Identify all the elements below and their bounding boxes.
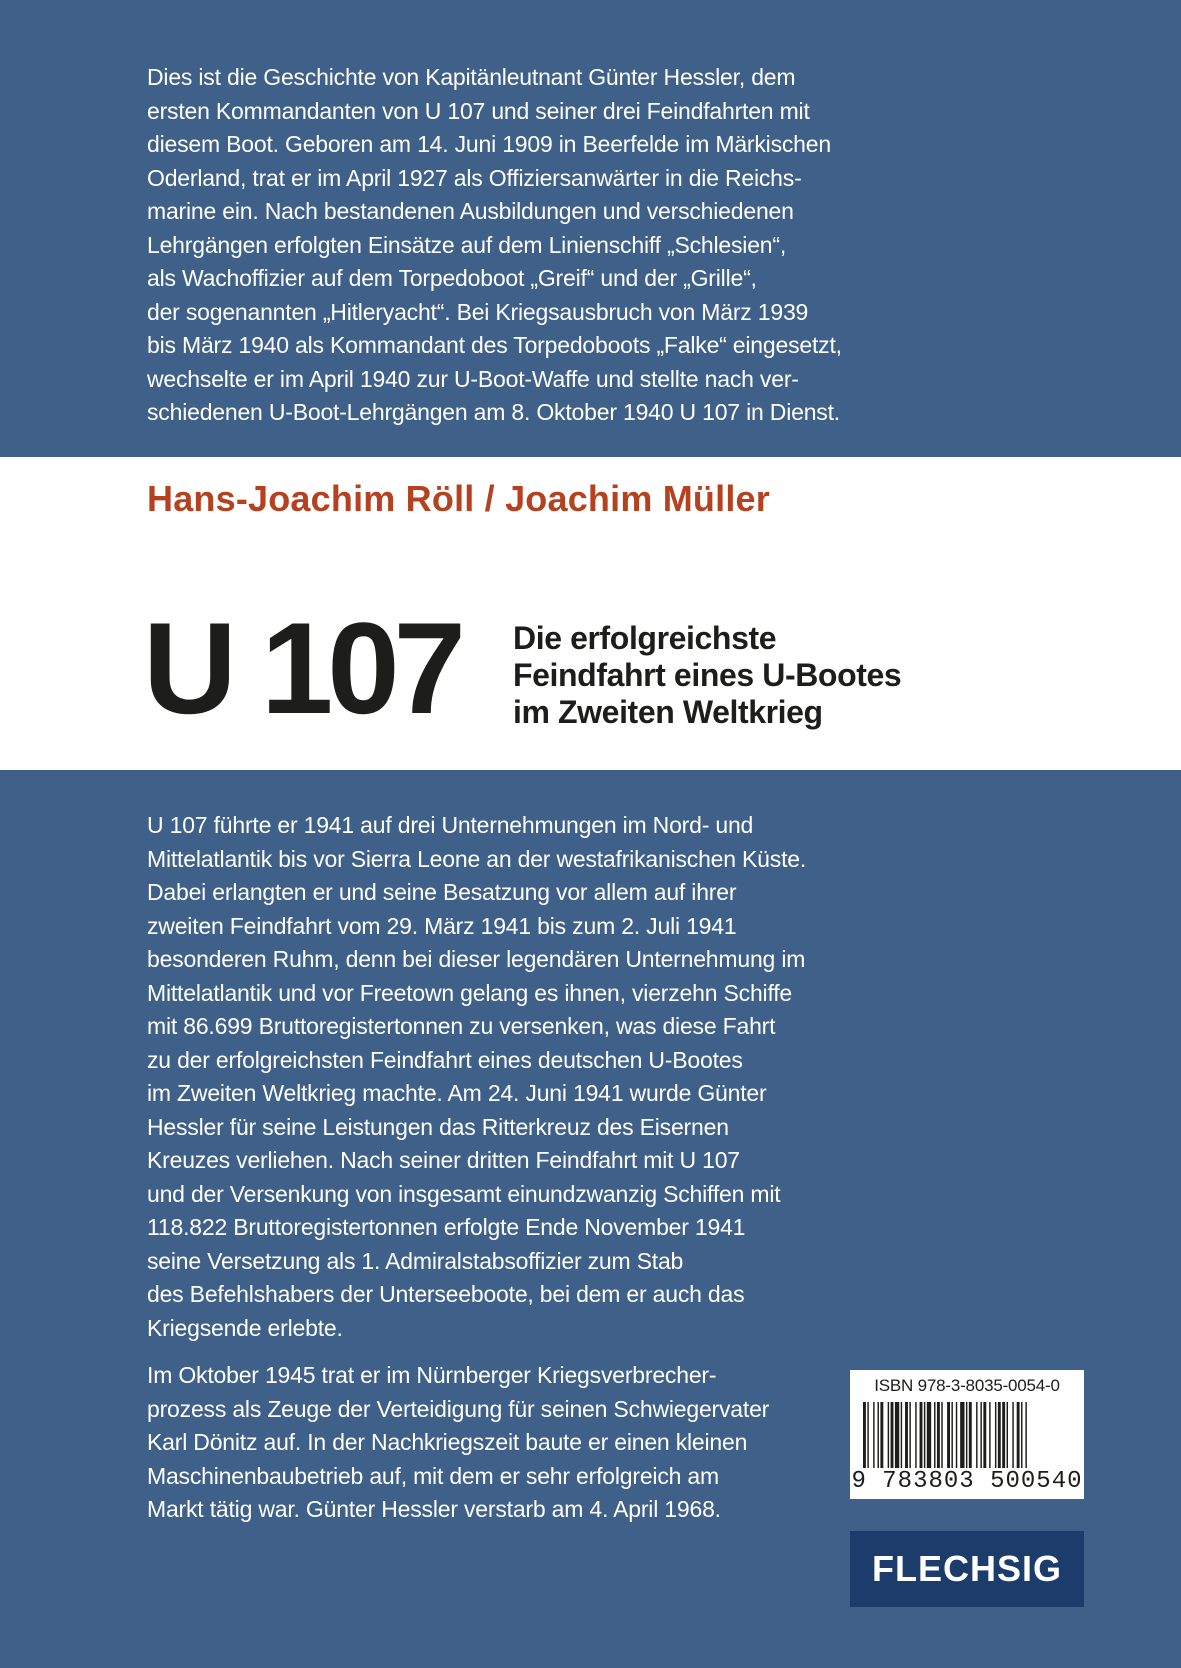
book-subtitle xyxy=(513,620,901,731)
text-line: Im Oktober 1945 trat er im Nürnberger Kriegsverbrecher- xyxy=(147,1362,717,1388)
text-line: seine Versetzung als 1. Admiralstabsoffizier zum Stab xyxy=(147,1247,684,1274)
top-blurb xyxy=(147,61,842,430)
isbn-digits: 9 783803 500540 xyxy=(851,1468,1083,1495)
text-line: prozess als Zeuge der Verteidigung für seinen Schwiegervater xyxy=(147,1395,770,1422)
text-line: ersten Kommandanten von U 107 und seiner drei Feindfahrten mit xyxy=(147,97,810,124)
text-line: Feindfahrt eines U-Bootes xyxy=(513,657,902,693)
text-line: bis März 1940 als Kommandant des Torpedoboots „Falke“ eingesetzt, xyxy=(147,332,842,358)
text-line: im Zweiten Weltkrieg xyxy=(513,694,823,730)
text-line: Maschinenbaubetrieb auf, mit dem er sehr erfolgreich am xyxy=(147,1462,719,1489)
text-line: Mittelatlantik bis vor Sierra Leone an der westafrikanischen Küste. xyxy=(147,845,807,872)
text-line: mit 86.699 Bruttoregistertonnen zu versenken, was diese Fahrt xyxy=(147,1013,776,1039)
publisher-logo: FLECHSIG xyxy=(850,1531,1084,1607)
text-line: Die erfolgreichste xyxy=(513,620,777,656)
text-line: im Zweiten Weltkrieg machte. Am 24. Juni 1941 wurde Günter xyxy=(147,1080,767,1106)
text-line: als Wachoffizier auf dem Torpedoboot „Greif“ und der „Grille“, xyxy=(147,265,757,291)
text-line: zweiten Feindfahrt vom 29. März 1941 bis zum 2. Juli 1941 xyxy=(147,912,737,939)
text-line: marine ein. Nach bestandenen Ausbildungen und verschiedenen xyxy=(147,198,794,224)
text-line: des Befehlshabers der Unterseeboote, bei dem er auch das xyxy=(147,1281,745,1307)
text-line: der sogenannten „Hitleryacht“. Bei Kriegsausbruch von März 1939 xyxy=(147,298,809,325)
text-line: 118.822 Bruttoregistertonnen erfolgte Ende November 1941 xyxy=(147,1214,746,1240)
text-line: Markt tätig war. Günter Hessler verstarb am 4. April 1968. xyxy=(147,1496,721,1522)
book-title: U 107 xyxy=(143,595,460,741)
text-line: Oderland, trat er im April 1927 als Offiziersanwärter in die Reichs- xyxy=(147,164,802,191)
text-line: Dies ist die Geschichte von Kapitänleutnant Günter Hessler, dem xyxy=(147,64,796,90)
text-line: zu der erfolgreichsten Feindfahrt eines deutschen U-Bootes xyxy=(147,1046,743,1073)
text-line: Mittelatlantik und vor Freetown gelang es ihnen, vierzehn Schiffe xyxy=(147,979,793,1006)
isbn-barcode-box xyxy=(850,1370,1084,1499)
bottom-blurb-2 xyxy=(147,1359,769,1527)
text-line: besonderen Ruhm, denn bei dieser legendären Unternehmung im xyxy=(147,946,806,972)
text-line: und der Versenkung von insgesamt einundzwanzig Schiffen mit xyxy=(147,1180,781,1207)
text-line: wechselte er im April 1940 zur U-Boot-Waffe und stellte nach ver- xyxy=(147,365,799,392)
text-line: Karl Dönitz auf. In der Nachkriegszeit baute er einen kleinen xyxy=(147,1429,748,1455)
text-line: diesem Boot. Geboren am 14. Juni 1909 in Beerfelde im Märkischen xyxy=(147,131,831,157)
text-line: Lehrgängen erfolgten Einsätze auf dem Linienschiff „Schlesien“, xyxy=(147,231,787,258)
text-line: schiedenen U-Boot-Lehrgängen am 8. Oktober 1940 U 107 in Dienst. xyxy=(147,399,840,425)
barcode-icon xyxy=(863,1402,1073,1468)
bottom-blurb-1 xyxy=(147,809,806,1345)
isbn-label: ISBN 978-3-8035-0054-0 xyxy=(874,1376,1060,1395)
text-line: Dabei erlangten er und seine Besatzung vor allem auf ihrer xyxy=(147,879,737,905)
authors: Hans-Joachim Röll / Joachim Müller xyxy=(147,478,770,519)
text-line: Kriegsende erlebte. xyxy=(147,1314,343,1341)
text-line: Kreuzes verliehen. Nach seiner dritten Feindfahrt mit U 107 xyxy=(147,1147,740,1173)
text-line: U 107 führte er 1941 auf drei Unternehmungen im Nord- und xyxy=(147,812,754,838)
text-line: Hessler für seine Leistungen das Ritterkreuz des Eisernen xyxy=(147,1113,729,1140)
